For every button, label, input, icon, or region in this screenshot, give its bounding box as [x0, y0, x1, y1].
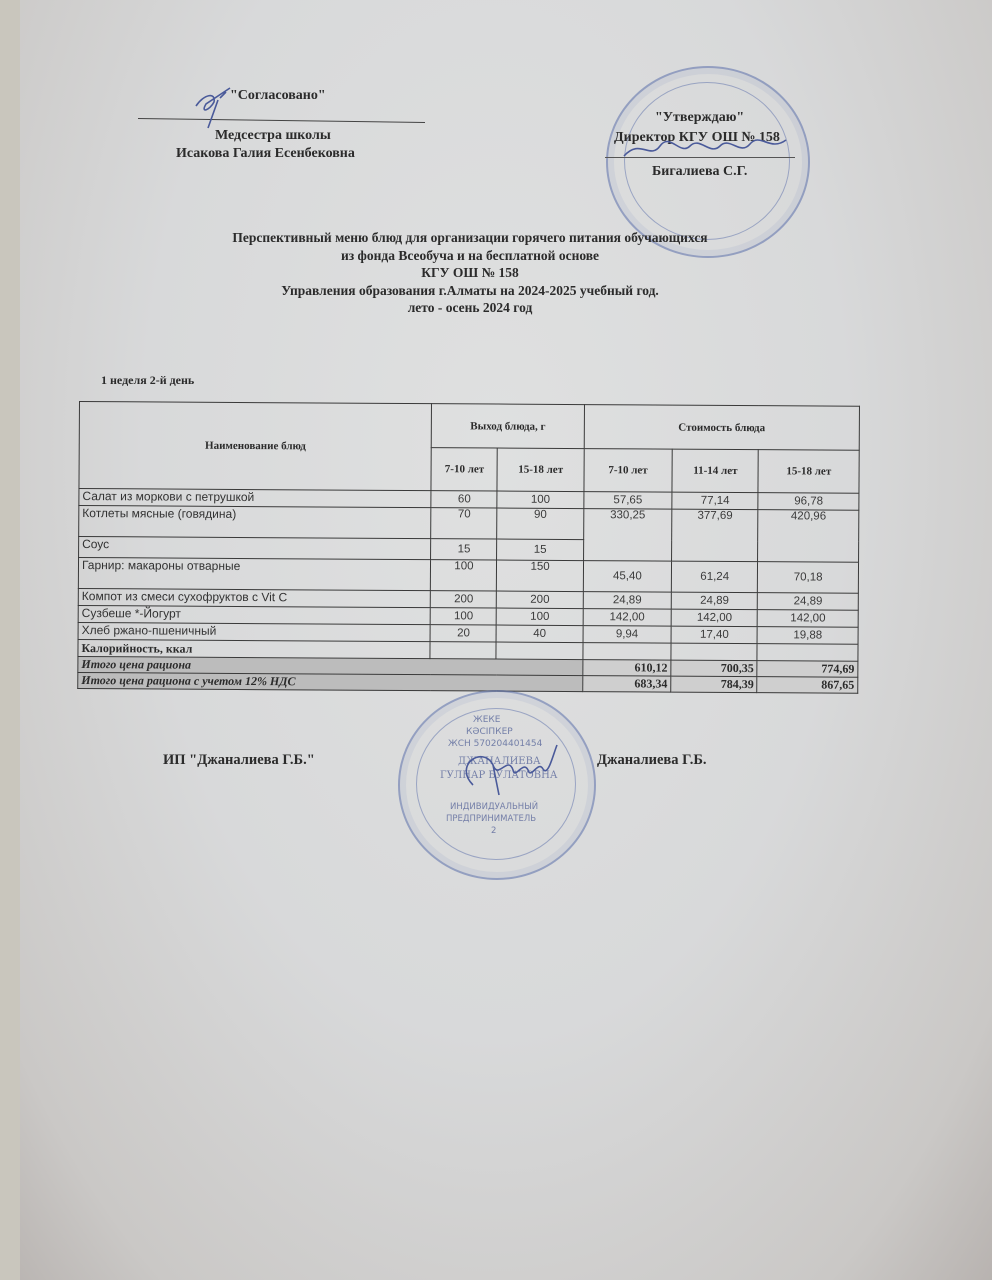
empty-cell: [671, 643, 757, 661]
header-dish-name: Наименование блюд: [79, 402, 432, 491]
approval-name: Исакова Галия Есенбековна: [176, 146, 355, 161]
cost-value: 17,40: [671, 626, 757, 644]
empty-cell: [496, 642, 582, 660]
dish-name: Гарнир: макароны отварные: [78, 558, 431, 591]
header-yield-7-10: 7-10 лет: [431, 448, 497, 491]
yield-value: 200: [431, 591, 497, 608]
heading-line-1: Перспективный меню блюд для организации горячего питания обучающихся: [232, 230, 708, 245]
entrepreneur-label: ИП "Джаналиева Г.Б.": [163, 752, 315, 768]
yield-value: 100: [497, 608, 583, 626]
stamp-line: КӘСІПКЕР: [466, 727, 513, 737]
cost-value: 9,94: [583, 626, 671, 644]
header-cost-group: Стоимость блюда: [584, 405, 859, 451]
header-cost-15-18: 15-18 лет: [758, 450, 859, 494]
total-value: 700,35: [671, 660, 757, 677]
cost-value: 24,89: [671, 592, 757, 610]
stamp-line: 2: [491, 826, 497, 836]
total-value: 774,69: [757, 661, 858, 678]
total-label: Итого цена рациона: [78, 656, 583, 675]
cost-value: 45,40: [583, 561, 672, 593]
yield-value: 60: [431, 491, 497, 508]
cost-value: 19,88: [757, 627, 858, 645]
yield-value: 15: [431, 539, 497, 560]
yield-value: 150: [497, 560, 584, 592]
approval-title: "Утверждаю": [655, 110, 745, 125]
stamp-line: ИНДИВИДУАЛЬНЫЙ: [450, 802, 539, 812]
total-vat-value: 867,65: [757, 677, 858, 694]
heading-line-2: из фонда Всеобуча и на бесплатной основе: [340, 247, 600, 263]
table-row: [79, 506, 859, 542]
header-yield-15-18: 15-18 лет: [497, 448, 584, 492]
cost-value: 61,24: [671, 561, 758, 593]
total-vat-label: Итого цена рациона с учетом 12% НДС: [78, 672, 583, 691]
approval-title: "Согласовано": [230, 88, 326, 103]
empty-cell: [430, 642, 496, 659]
table-row: [78, 558, 858, 594]
dish-name: Хлеб ржано-пшеничный: [78, 622, 431, 641]
cost-value: 142,00: [671, 609, 757, 627]
yield-value: 100: [431, 560, 497, 591]
cost-value: 142,00: [583, 609, 671, 627]
stamp-line: ДЖАНАЛИЕВА: [458, 756, 541, 767]
header-yield-group: Выход блюда, г: [432, 404, 585, 449]
dish-name: Соус: [79, 537, 432, 560]
cost-value: 142,00: [758, 610, 859, 628]
page-edge: [0, 0, 20, 1280]
signature-icon: [620, 134, 790, 164]
stamp-line: ЖСН 570204401454: [448, 739, 543, 749]
yield-value: 200: [497, 591, 583, 609]
entrepreneur-signature-name: Джаналиева Г.Б.: [597, 752, 707, 768]
calories-label: Калорийность, ккал: [78, 639, 431, 658]
document-heading: [170, 229, 770, 317]
week-day-label: 1 неделя 2-й день: [101, 373, 195, 387]
stamp-line: ГУЛНАР БУЛАТОВНА: [440, 770, 558, 781]
yield-value: 40: [496, 625, 582, 643]
yield-value: 70: [431, 508, 497, 539]
empty-cell: [757, 644, 858, 662]
total-vat-value: 683,34: [583, 676, 671, 693]
header-cost-11-14: 11-14 лет: [672, 449, 759, 493]
cost-value: 77,14: [672, 492, 758, 510]
yield-value: 100: [431, 608, 497, 625]
cost-value: 377,69: [672, 509, 759, 562]
approval-role: Директор КГУ ОШ № 158: [614, 130, 780, 145]
cost-value: 96,78: [758, 493, 859, 511]
dish-name: Котлеты мясные (говядина): [79, 506, 432, 539]
heading-line-5: лето - осень 2024 год: [407, 300, 533, 315]
heading-line-3: КГУ ОШ № 158: [421, 265, 519, 280]
cost-value: 24,89: [758, 593, 859, 611]
approval-role: Медсестра школы: [215, 128, 331, 143]
approval-name: Бигалиева С.Г.: [652, 164, 748, 179]
dish-name: Компот из смеси сухофруктов с Vit C: [78, 588, 431, 607]
menu-table: [77, 401, 860, 694]
dish-name: Сузбеше *-Йогурт: [78, 605, 431, 624]
yield-value: 15: [497, 539, 583, 561]
cost-value: 330,25: [583, 509, 672, 562]
cost-value: 57,65: [584, 492, 672, 510]
stamp-line: ПРЕДПРИНИМАТЕЛЬ: [446, 814, 537, 824]
yield-value: 20: [430, 625, 496, 642]
total-vat-value: 784,39: [671, 676, 757, 693]
dish-name: Салат из моркови с петрушкой: [79, 489, 432, 508]
empty-cell: [583, 643, 671, 661]
header-cost-7-10: 7-10 лет: [584, 449, 673, 493]
total-value: 610,12: [583, 660, 671, 677]
heading-line-4: Управления образования г.Алматы на 2024-2025 учебный год.: [281, 282, 659, 298]
cost-value: 420,96: [758, 510, 859, 563]
cost-value: 24,89: [583, 592, 671, 610]
yield-value: 90: [497, 508, 584, 540]
yield-value: 100: [497, 491, 583, 509]
signature-icon: [190, 84, 250, 134]
entrepreneur-stamp: [398, 690, 596, 880]
cost-value: 70,18: [758, 562, 859, 594]
signature-line: [138, 118, 425, 123]
signature-icon: [453, 735, 563, 805]
stamp-line: ЖЕКЕ: [473, 715, 501, 725]
